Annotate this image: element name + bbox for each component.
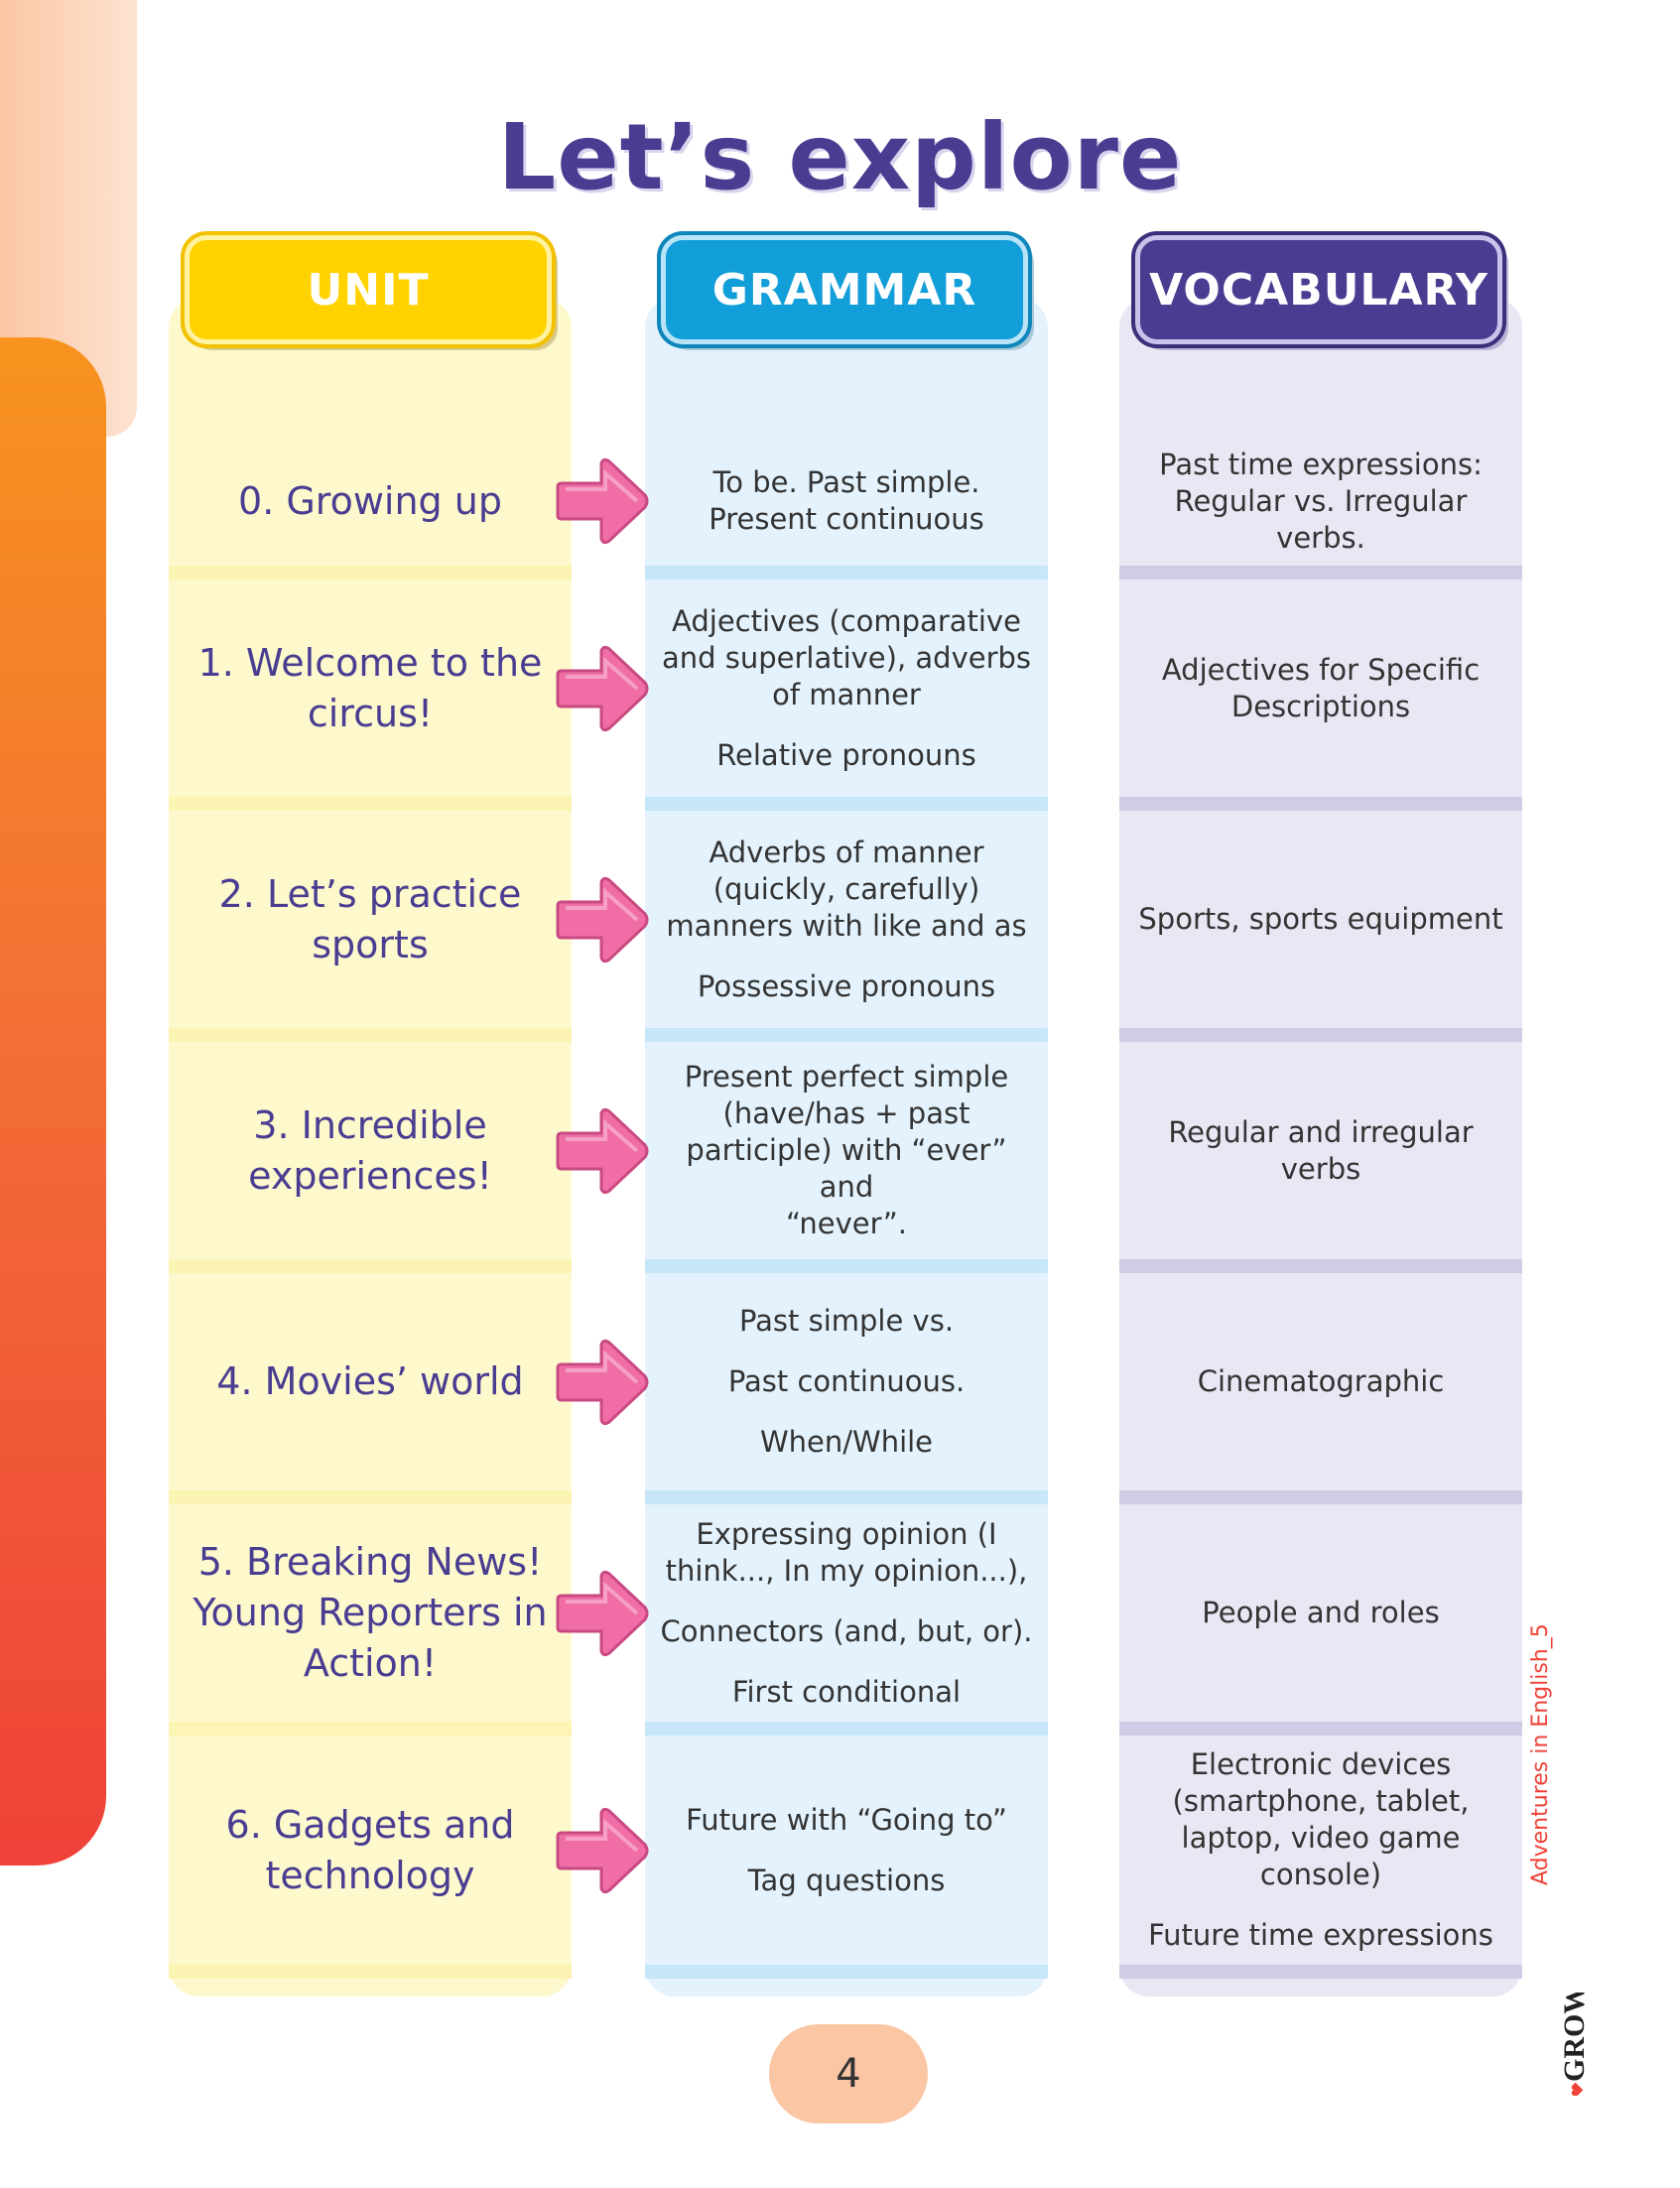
grammar-text-line: Future with “Going to” <box>686 1802 1007 1837</box>
unit-title-line: 0. Growing up <box>238 478 502 523</box>
grammar-text-line: First conditional <box>731 1674 962 1709</box>
row-divider <box>645 1259 1048 1273</box>
vocabulary-text-line: Cinematographic <box>1197 1364 1445 1398</box>
row-divider <box>1119 1490 1522 1504</box>
pink-right-arrow-icon <box>556 455 651 547</box>
page-number: 4 <box>769 2024 928 2124</box>
vocabulary-text <box>1119 1504 1522 1722</box>
grammar-text <box>645 1042 1048 1259</box>
vocabulary-text <box>1119 1273 1522 1490</box>
vocabulary-text-line: Adjectives for Specific <box>1161 652 1481 687</box>
row-divider <box>169 1722 572 1736</box>
svg-text:GROW: GROW <box>1558 1993 1590 2082</box>
unit-title-line: Young Reporters in <box>193 1591 548 1634</box>
row-divider <box>645 1490 1048 1504</box>
grammar-text-line: participle) with “ever” and <box>686 1133 1007 1204</box>
grammar-text-line: (quickly, carefully) <box>712 871 980 906</box>
vocabulary-header: VOCABULARY <box>1135 235 1502 344</box>
grammar-text <box>645 1504 1048 1722</box>
vocabulary-text <box>1119 579 1522 797</box>
unit-title <box>169 811 572 1028</box>
row-divider <box>1119 1722 1522 1736</box>
vocabulary-text-line: People and roles <box>1202 1596 1440 1629</box>
unit-title <box>169 1504 572 1722</box>
pink-right-arrow-icon <box>556 1105 651 1197</box>
vocabulary-text-line: Past time expressions: <box>1159 447 1483 481</box>
grammar-text <box>645 1273 1048 1490</box>
row-divider <box>645 797 1048 811</box>
row-divider <box>169 1490 572 1504</box>
row-divider <box>1119 797 1522 811</box>
vocabulary-text-line: console) <box>1259 1858 1382 1891</box>
row-divider <box>645 1722 1048 1736</box>
unit-title-line: circus! <box>307 691 434 735</box>
grammar-text-line: Past simple vs. <box>738 1304 955 1338</box>
grammar-text <box>645 811 1048 1028</box>
grammar-text <box>645 579 1048 797</box>
pink-right-arrow-icon <box>556 1568 651 1659</box>
unit-title-line: 6. Gadgets and <box>225 1802 515 1847</box>
grammar-text-line: Possessive pronouns <box>697 968 996 1003</box>
grammar-text-line: Tag questions <box>747 1863 946 1897</box>
vocabulary-text-line: Sports, sports equipment <box>1138 902 1503 936</box>
row-divider <box>645 1965 1048 1979</box>
vocabulary-text-line: Regular vs. Irregular <box>1174 483 1468 518</box>
unit-title-line: 4. Movies’ world <box>216 1359 524 1403</box>
grammar-text-line: “never”. <box>785 1207 908 1240</box>
vocabulary-text-line: (smartphone, tablet, <box>1172 1784 1470 1818</box>
row-divider <box>1119 1965 1522 1979</box>
grammar-text <box>645 1736 1048 1965</box>
grammar-text-line: Adjectives (comparative <box>672 603 1021 638</box>
grammar-text-line: Past continuous. <box>727 1364 966 1398</box>
grammar-text-line: Connectors (and, but, or). <box>660 1613 1033 1648</box>
grammar-text-line: think..., In my opinion...), <box>665 1553 1028 1588</box>
row-divider <box>1119 1028 1522 1042</box>
unit-title-line: 1. Welcome to the <box>197 640 543 685</box>
row-divider <box>169 1259 572 1273</box>
vocabulary-text <box>1119 1042 1522 1259</box>
unit-title <box>169 1042 572 1259</box>
grammar-text-line: Expressing opinion (I <box>696 1516 997 1551</box>
unit-title-line: experiences! <box>248 1153 492 1198</box>
row-divider <box>645 1028 1048 1042</box>
unit-title-line: 3. Incredible <box>253 1102 487 1147</box>
vocabulary-text <box>1119 811 1522 1028</box>
grammar-header: GRAMMAR <box>661 235 1028 344</box>
unit-title-line: technology <box>265 1853 475 1897</box>
grammar-text-line: (have/has + past <box>722 1096 970 1130</box>
unit-title-line: 5. Breaking News! <box>197 1540 543 1584</box>
vocabulary-text-line: Regular and irregular <box>1168 1114 1474 1149</box>
unit-header: UNIT <box>185 235 552 344</box>
vocabulary-text <box>1119 1736 1522 1965</box>
vocabulary-text-line: laptop, video game <box>1181 1821 1461 1855</box>
unit-title-line: sports <box>312 922 429 966</box>
grammar-text-line: and superlative), adverbs <box>661 640 1032 675</box>
vocabulary-text-line: Descriptions <box>1230 689 1411 723</box>
vocabulary-text-line: Future time expressions <box>1148 1918 1493 1952</box>
row-divider <box>169 1028 572 1042</box>
orange-side-bar <box>0 337 106 1866</box>
pink-right-arrow-icon <box>556 874 651 965</box>
grammar-text-line: manners with like and as <box>666 908 1027 943</box>
unit-title-line: 2. Let’s practice <box>218 871 522 916</box>
page-title: Let’s explore <box>497 104 1183 210</box>
unit-title <box>169 1736 572 1965</box>
pink-right-arrow-icon <box>556 643 651 734</box>
grow-logo <box>1554 1993 1590 2096</box>
book-title-vertical: Adventures in English_5 <box>1528 1623 1553 1885</box>
unit-title <box>169 579 572 797</box>
grammar-text-line: Present continuous <box>709 502 984 536</box>
grammar-text-line: of manner <box>772 677 921 711</box>
grammar-text-line: Present perfect simple <box>684 1060 1009 1094</box>
vocabulary-text-line: Electronic devices <box>1190 1747 1452 1781</box>
grammar-text-line: Adverbs of manner <box>709 835 984 869</box>
row-divider <box>169 1965 572 1979</box>
grammar-text-line: Relative pronouns <box>716 737 976 772</box>
grammar-text-line: When/While <box>759 1425 934 1459</box>
vocabulary-text-line: verbs. <box>1276 520 1365 555</box>
vocabulary-text-line: verbs <box>1280 1151 1361 1186</box>
unit-title-line: Action! <box>303 1641 438 1685</box>
row-divider <box>169 797 572 811</box>
unit-title <box>169 1273 572 1490</box>
row-divider <box>1119 1259 1522 1273</box>
pink-right-arrow-icon <box>556 1805 651 1896</box>
grammar-text-line: To be. Past simple. <box>712 465 980 499</box>
pink-right-arrow-icon <box>556 1337 651 1428</box>
